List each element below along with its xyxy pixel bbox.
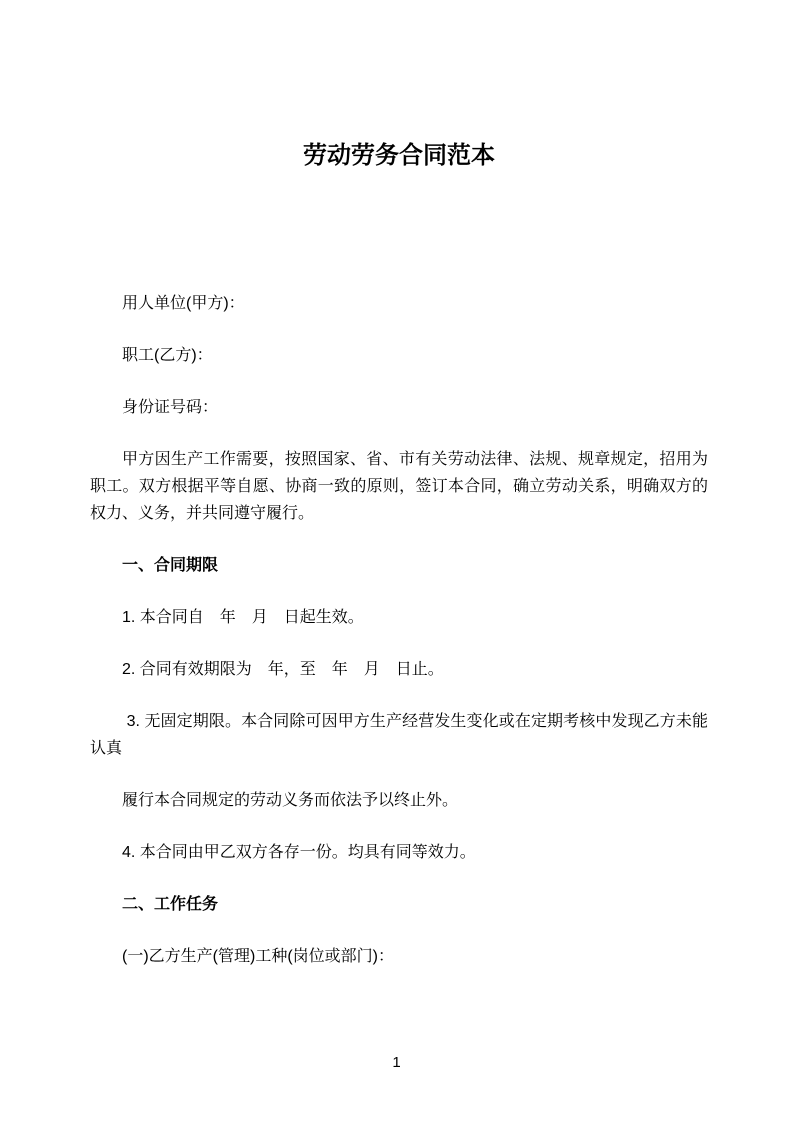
document-title: 劳动劳务合同范本 (303, 142, 495, 169)
field-label-employer: 用人单位(甲方)： (122, 295, 245, 312)
preamble-paragraph: 甲方因生产工作需要，按照国家、省、市有关劳动法律、法规、规章规定，招用为职工。双方根据平等自愿、协商一致的原则，签订本合同，确立劳动关系，明确双方的权力、义务，并共同遵守履行。 (90, 451, 708, 522)
clause-job-position: (一)乙方生产(管理)工种(岗位或部门)： (122, 948, 394, 965)
clause-open-term-continued: 履行本合同规定的劳动义务而依法予以终止外。 (122, 792, 459, 809)
clause-copies: 4. 本合同由甲乙双方各存一份。均具有同等效力。 (122, 844, 476, 861)
clause-valid-period: 2. 合同有效期限为 年，至 年 月 日止。 (122, 661, 444, 678)
clause-open-term: 3. 无固定期限。本合同除可因甲方生产经营发生变化或在定期考核中发现乙方未能认真 (90, 713, 708, 757)
section-heading-contract-term: 一、合同期限 (122, 557, 219, 574)
clause-effective-date: 1. 本合同自 年 月 日起生效。 (122, 609, 364, 626)
section-heading-work-tasks: 二、工作任务 (122, 896, 219, 913)
field-label-employee: 职工(乙方)： (122, 347, 213, 364)
field-label-id-number: 身份证号码： (122, 399, 219, 416)
page-number: 1 (392, 1054, 401, 1071)
document-content (90, 139, 708, 995)
